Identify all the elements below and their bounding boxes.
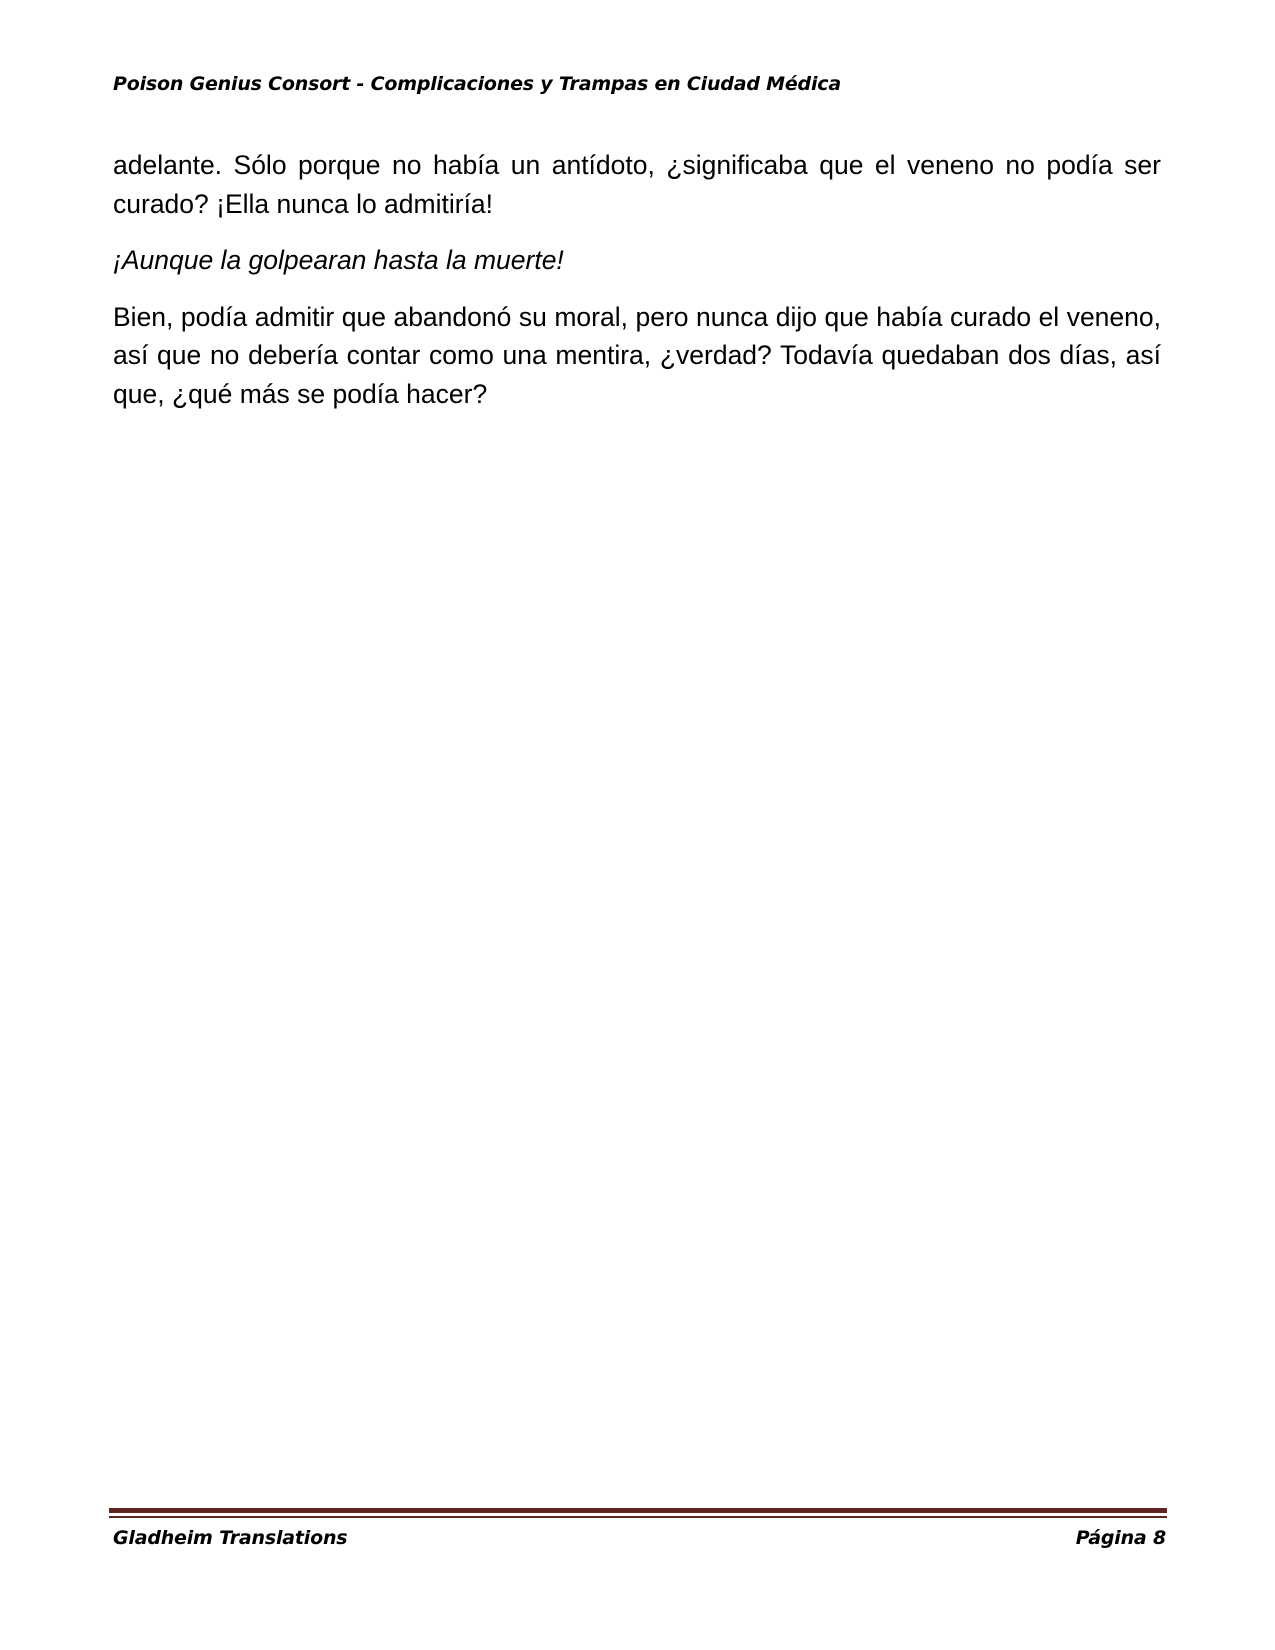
header-title: Poison Genius Consort - Complicaciones y Trampas en Ciudad Médica	[113, 73, 841, 95]
footer-divider	[109, 1508, 1167, 1518]
body-text	[113, 146, 1161, 431]
paragraph-1: adelante. Sólo porque no había un antídoto, ¿significaba que el veneno no podía ser curado? ¡Ella nunca lo admitiría!	[113, 150, 1161, 219]
footer-divider-thin-line	[109, 1516, 1167, 1518]
footer-translator-name: Gladheim Translations	[113, 1527, 348, 1549]
paragraph-3: Bien, podía admitir que abandonó su moral, pero nunca dijo que había curado el veneno, así que no debería contar como una mentira, ¿verdad? Todavía quedaban dos días, así que, ¿qué más se podía hacer?	[113, 301, 1161, 409]
paragraph-2-italic: ¡Aunque la golpearan hasta la muerte!	[113, 245, 564, 275]
footer-page-number: Página 8	[1075, 1527, 1166, 1549]
